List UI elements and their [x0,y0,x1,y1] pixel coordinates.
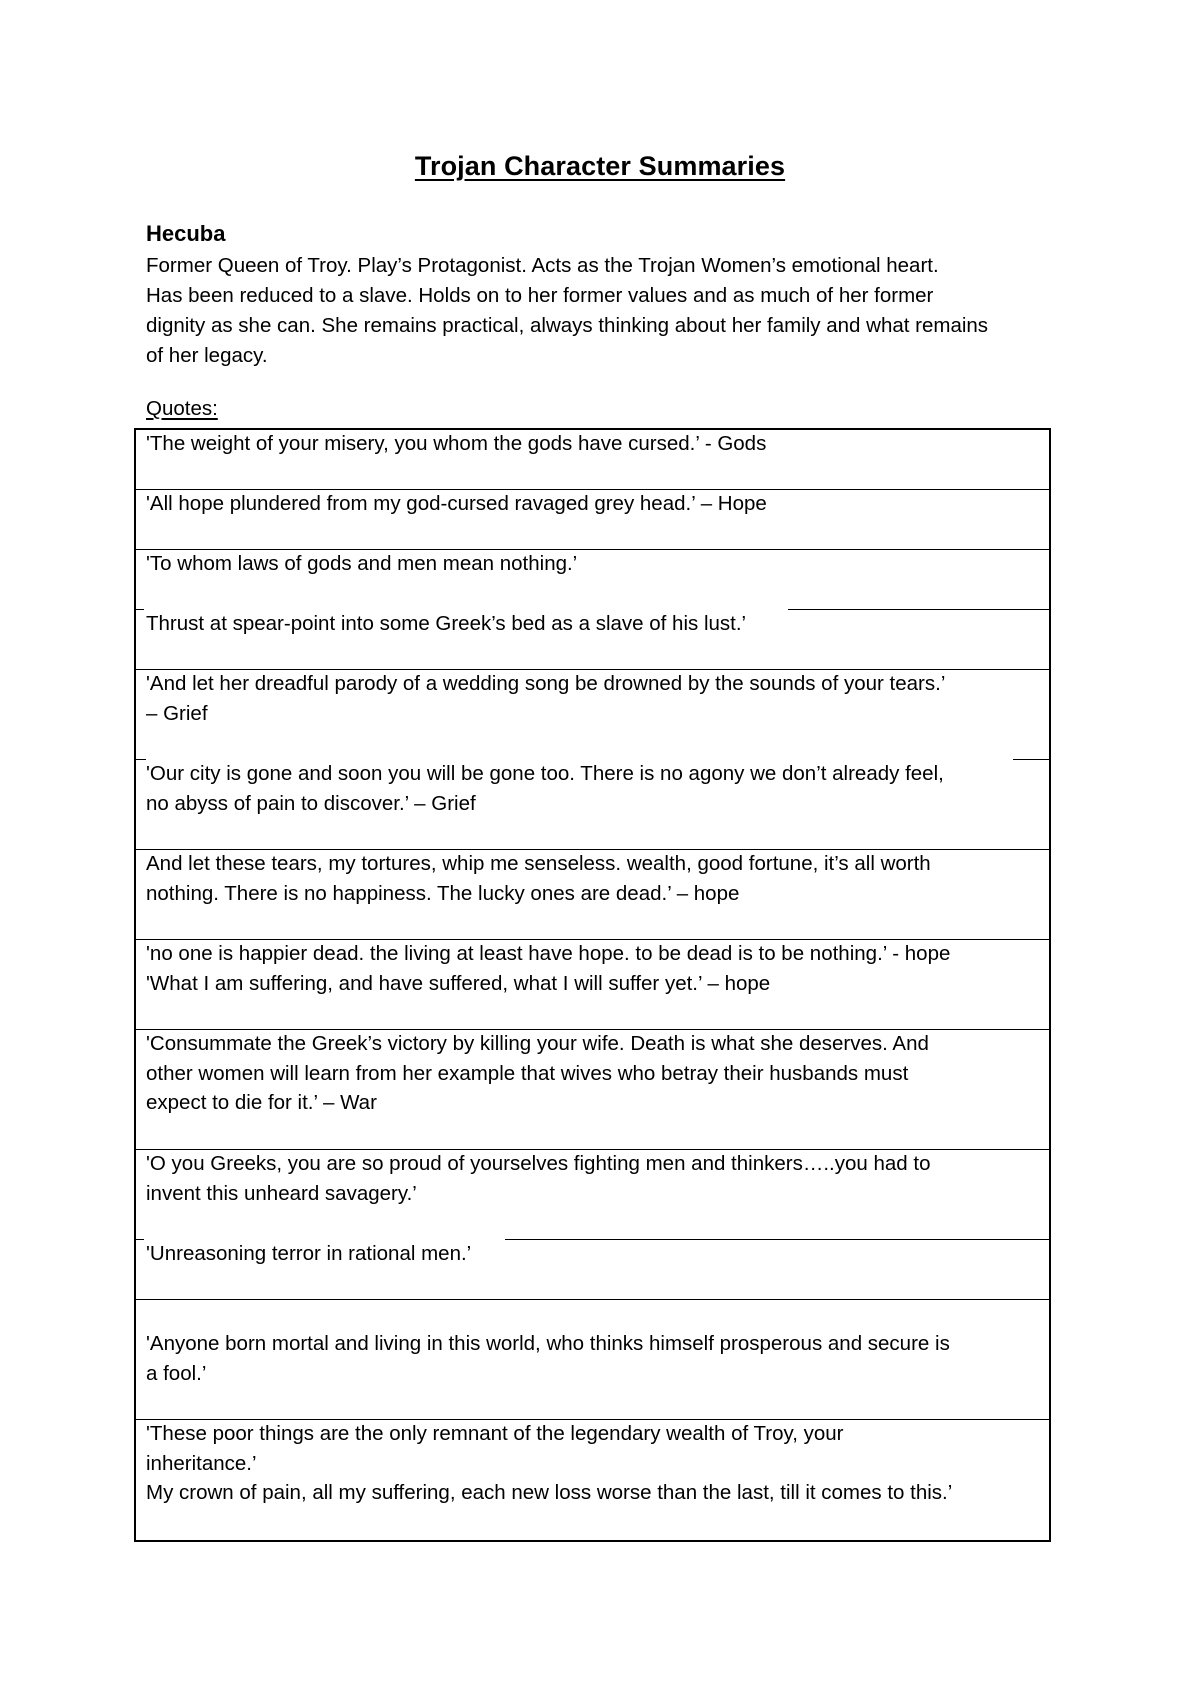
quote-row [146,609,1046,639]
quote-text: other women will learn from her example that wives who betray their husbands must [146,1061,909,1085]
quote-text: no abyss of pain to discover.’ – Grief [146,791,476,815]
quote-row [146,1149,1046,1208]
quote-text: 'Consummate the Greek’s victory by killing your wife. Death is what she deserves. And [146,1032,929,1055]
character-name: Hecuba [146,221,226,246]
quote-row [146,489,1046,519]
quote-text: 'O you Greeks, you are so proud of yourselves fighting men and thinkers…..you had to [146,1152,931,1175]
quote-row [146,1329,1046,1388]
row-divider [134,1239,144,1240]
quote-text: 'To whom laws of gods and men mean nothing.’ [146,552,578,575]
quote-text: 'These poor things are the only remnant of the legendary wealth of Troy, your [146,1422,844,1445]
quote-text: Thrust at spear-point into some Greek’s bed as a slave of his lust.’ [146,612,747,635]
character-summary [146,251,1076,371]
quote-text: 'Anyone born mortal and living in this world, who thinks himself prosperous and secure is [146,1332,950,1355]
summary-line: Has been reduced to a slave. Holds on to her former values and as much of her former [146,284,934,307]
quote-row [146,669,1046,728]
quote-text: 'Unreasoning terror in rational men.’ [146,1242,472,1265]
quote-row [146,759,1046,818]
quote-row [146,549,1046,579]
quote-row [146,429,1046,459]
quote-text: 'And let her dreadful parody of a wedding song be drowned by the sounds of your tears.’ [146,672,946,695]
quote-text: 'All hope plundered from my god-cursed ravaged grey head.’ – Hope [146,492,767,515]
quote-text: nothing. There is no happiness. The lucky ones are dead.’ – hope [146,881,740,905]
row-divider [134,759,146,760]
quote-row [146,849,1046,908]
quote-text: invent this unheard savagery.’ [146,1181,417,1205]
quote-text: 'Our city is gone and soon you will be gone too. There is no agony we don’t already feel, [146,762,944,785]
quote-text: expect to die for it.’ – War [146,1091,377,1114]
quote-text: 'no one is happier dead. the living at least have hope. to be dead is to be nothing.’ - hope [146,942,951,965]
summary-line: Former Queen of Troy. Play’s Protagonist. Acts as the Trojan Women’s emotional heart. [146,254,939,277]
row-divider [134,609,144,610]
quote-text: inheritance.’ [146,1451,257,1475]
quote-text: 'What I am suffering, and have suffered, what I will suffer yet.’ – hope [146,971,771,995]
summary-line: dignity as she can. She remains practical, always thinking about her family and what remains [146,314,989,337]
quote-row [146,1419,1046,1508]
quote-row [146,1029,1046,1118]
quote-text: My crown of pain, all my suffering, each new loss worse than the last, till it comes to this.’ [146,1481,953,1504]
quote-text: a fool.’ [146,1361,207,1385]
quote-row [146,939,1046,998]
quote-text: – Grief [146,701,208,725]
quote-text: And let these tears, my tortures, whip me senseless. wealth, good fortune, it’s all worth [146,852,931,875]
quote-text: 'The weight of your misery, you whom the gods have cursed.’ - Gods [146,432,767,455]
summary-line: of her legacy. [146,344,268,367]
page-title: Trojan Character Summaries [414,151,786,181]
quote-row [146,1239,1046,1269]
quotes-label: Quotes: [146,397,218,420]
row-divider [134,1299,1051,1300]
